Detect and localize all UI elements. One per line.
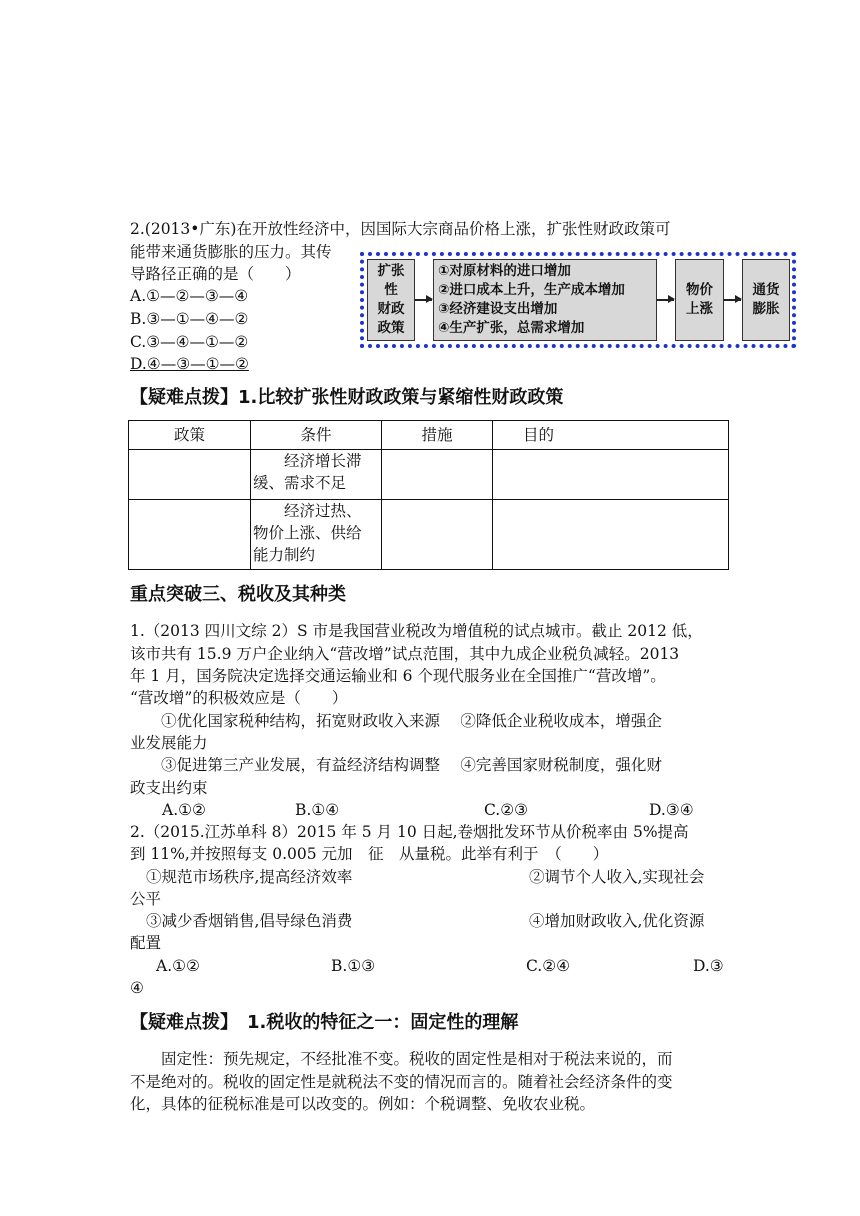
table-cell-measure xyxy=(382,450,493,500)
flow-box-prices-line: 物价 xyxy=(686,282,713,298)
q2013-line1: 2.(2013•广东)在开放性经济中，因国际大宗商品价格上涨，扩张性财政政策可 xyxy=(130,220,671,238)
table-header-cell: 措施 xyxy=(382,421,493,450)
s3q2-line: 到 11%,并按照每支 0.005 元加 征 从量税。此举有利于 （ ） xyxy=(130,845,609,863)
table-row xyxy=(129,500,729,570)
s3q2-option-a: A.①② xyxy=(156,957,200,975)
flow-box-inflation-line: 通货 xyxy=(752,282,780,298)
flow-arrow xyxy=(724,299,741,301)
s3q2-line: 2.（2015.江苏单科 8）2015 年 5 月 10 日起,卷烟批发环节从价税率由 5%提高 xyxy=(130,823,689,841)
table-row xyxy=(129,450,729,500)
flow-box-inflation xyxy=(742,259,790,341)
flow-box-inflation-line: 膨胀 xyxy=(752,301,780,317)
flow-box-policy-line: 性 xyxy=(384,282,398,298)
flow-arrow xyxy=(415,299,432,301)
tip2-paragraph-line: 固定性：预先规定，不经批准不变。税收的固定性是相对于税法来说的，而 xyxy=(130,1050,673,1068)
table-cell-measure xyxy=(382,500,493,570)
tip2-title: 【疑难点拨】 1.税收的特征之一：固定性的理解 xyxy=(130,1012,519,1033)
comparison-table xyxy=(128,420,729,570)
flow-box-policy xyxy=(367,259,415,341)
flow-box-steps xyxy=(433,259,657,341)
flow-step: ①对原材料的进口增加 xyxy=(438,263,571,279)
q2013-option-b: B.③—①—④—② xyxy=(130,310,249,328)
table-cell-policy xyxy=(129,500,251,570)
flow-box-policy-line: 财政 xyxy=(377,301,405,317)
q2013-line3: 导路径正确的是（ ） xyxy=(130,265,301,283)
s3q1-line: “营改增”的积极效应是（ ） xyxy=(130,689,348,707)
s3q2-option-b: B.①③ xyxy=(331,957,376,975)
s3q1-option-c: C.②③ xyxy=(484,801,529,819)
table-cell-policy xyxy=(129,450,251,500)
s3q1-option-b: B.①④ xyxy=(295,801,340,819)
s3q2-option-c: C.②④ xyxy=(526,957,571,975)
condition-line: 能力制约 xyxy=(253,546,316,564)
flow-step: ③经济建设支出增加 xyxy=(438,301,558,317)
table-header-cell: 条件 xyxy=(251,421,382,450)
s3q1-line: 该市共有 15.9 万户企业纳入“营改增”试点范围，其中九成企业税负减轻。2013 xyxy=(130,645,680,663)
s3q2-statement-4-cont: 配置 xyxy=(130,934,162,952)
flow-box-policy-line: 政策 xyxy=(377,320,405,336)
s3q2-statement-3: ③减少香烟销售,倡导绿色消费 xyxy=(146,912,353,930)
s3q1-line: 政支出约束 xyxy=(130,779,208,797)
q2013-option-c: C.③—④—①—② xyxy=(130,333,249,351)
s3q1-line: 业发展能力 xyxy=(130,734,208,752)
condition-line: 缓、需求不足 xyxy=(253,474,347,492)
flow-box-policy-line: 扩张 xyxy=(377,263,405,279)
s3q1-option-a: A.①② xyxy=(162,801,206,819)
flow-box-prices-line: 上涨 xyxy=(686,301,713,317)
s3q1-line: ①优化国家税种结构，拓宽财政收入来源 ②降低企业税收成本，增强企 xyxy=(130,712,662,730)
table-header-cell: 目的 xyxy=(493,421,729,450)
s3q2-option-d-cont: ④ xyxy=(130,979,144,997)
section3-title: 重点突破三、税收及其种类 xyxy=(130,584,346,605)
flow-step: ②进口成本上升，生产成本增加 xyxy=(438,282,625,298)
flow-arrow xyxy=(657,299,674,301)
flow-step: ④生产扩张，总需求增加 xyxy=(438,320,585,336)
table-header-row xyxy=(129,421,729,450)
table-cell-goal xyxy=(493,450,729,500)
s3q1-line: ③促进第三产业发展，有益经济结构调整 ④完善国家财税制度，强化财 xyxy=(130,756,662,774)
s3q2-option-d: D.③ xyxy=(693,957,724,975)
condition-line: 经济增长滞 xyxy=(253,452,362,470)
table-cell-condition xyxy=(251,450,382,500)
q2013-option-a: A.①—②—③—④ xyxy=(130,287,249,305)
s3q2-statement-2-cont: 公平 xyxy=(130,890,162,908)
condition-line: 物价上涨、供给 xyxy=(253,524,362,542)
s3q2-statement-4: ④增加财政收入,优化资源 xyxy=(529,912,705,930)
q2013-line2: 能带来通货膨胀的压力。其传 xyxy=(130,243,332,261)
table-header-cell: 政策 xyxy=(129,421,251,450)
table-cell-goal xyxy=(493,500,729,570)
s3q2-statement-2: ②调节个人收入,实现社会 xyxy=(529,868,705,886)
s3q1-line: 1.（2013 四川文综 2）S 市是我国营业税改为增值税的试点城市。截止 2012 低， xyxy=(130,622,703,640)
q2013-option-d: D.④—③—①—② xyxy=(130,355,249,373)
tip1-title: 【疑难点拨】1.比较扩张性财政政策与紧缩性财政政策 xyxy=(130,387,564,408)
table-cell-condition xyxy=(251,500,382,570)
s3q1-option-d: D.③④ xyxy=(649,801,694,819)
flow-box-prices xyxy=(675,259,724,341)
condition-line: 经济过热、 xyxy=(253,502,362,520)
tip2-paragraph-line: 化，具体的征税标准是可以改变的。例如：个税调整、免收农业税。 xyxy=(130,1095,596,1113)
s3q1-line: 年 1 月，国务院决定选择交通运输业和 6 个现代服务业在全国推广“营改增”。 xyxy=(130,667,666,685)
s3q2-statement-1: ①规范市场秩序,提高经济效率 xyxy=(146,868,353,886)
tip2-paragraph-line: 不是绝对的。税收的固定性是就税法不变的情况而言的。随着社会经济条件的变 xyxy=(130,1073,673,1091)
